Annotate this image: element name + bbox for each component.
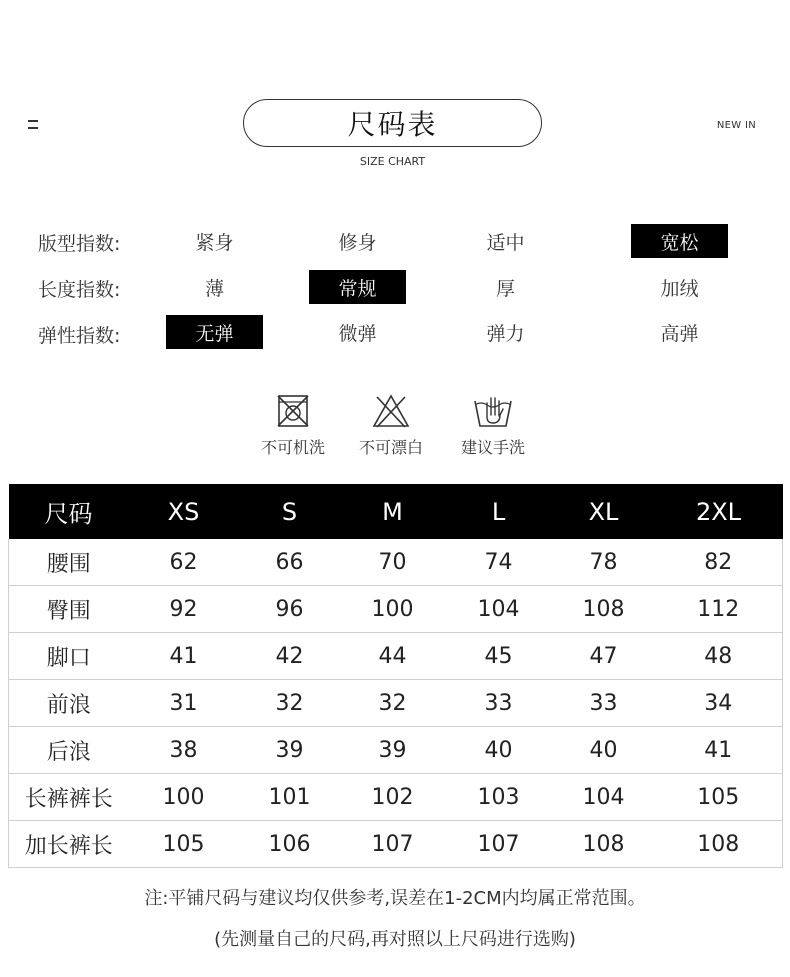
thickness-option-normal-selected: 常规	[309, 270, 406, 304]
table-cell: 42	[239, 633, 341, 680]
row-label: 脚口	[9, 633, 129, 680]
care-no-machine-wash	[248, 393, 338, 458]
table-cell: 92	[129, 586, 239, 633]
no-bleach-icon	[371, 393, 411, 429]
length-index-label: 长度指数:	[38, 279, 121, 301]
fit-option-slim: 修身	[338, 231, 377, 254]
thickness-option-fleece: 加绒	[660, 277, 699, 300]
menu-icon	[28, 118, 38, 132]
table-row	[9, 539, 783, 586]
table-cell: 100	[129, 774, 239, 821]
table-header-row	[9, 484, 783, 539]
row-label: 前浪	[9, 680, 129, 727]
table-cell: 66	[239, 539, 341, 586]
row-label: 腰围	[9, 539, 129, 586]
thickness-option-thick: 厚	[495, 277, 515, 300]
table-cell: 41	[129, 633, 239, 680]
table-cell: 105	[129, 821, 239, 868]
row-label: 加长裤长	[9, 821, 129, 868]
column-header-xs: XS	[129, 484, 239, 539]
table-cell: 105	[655, 774, 783, 821]
table-cell: 44	[341, 633, 445, 680]
table-row	[9, 633, 783, 680]
care-no-bleach	[346, 393, 436, 458]
table-cell: 47	[553, 633, 655, 680]
column-header-xl: XL	[553, 484, 655, 539]
care-label: 建议手洗	[460, 438, 525, 457]
care-label: 不可机洗	[260, 438, 325, 457]
column-header-l: L	[445, 484, 553, 539]
column-header-s: S	[239, 484, 341, 539]
table-row	[9, 774, 783, 821]
table-cell: 39	[341, 727, 445, 774]
column-header-size: 尺码	[9, 484, 129, 539]
no-machine-wash-icon	[275, 393, 311, 429]
table-cell: 40	[553, 727, 655, 774]
table-cell: 34	[655, 680, 783, 727]
table-cell: 33	[553, 680, 655, 727]
table-cell: 104	[445, 586, 553, 633]
table-row	[9, 586, 783, 633]
table-cell: 100	[341, 586, 445, 633]
table-cell: 41	[655, 727, 783, 774]
elasticity-index-label: 弹性指数:	[38, 325, 121, 347]
size-table	[8, 484, 783, 868]
measurement-note: 注:平铺尺码与建议均仅供参考,误差在1-2CM内均属正常范围。	[144, 888, 646, 909]
table-cell: 102	[341, 774, 445, 821]
fit-option-loose-selected: 宽松	[631, 224, 728, 258]
table-cell: 32	[239, 680, 341, 727]
table-cell: 32	[341, 680, 445, 727]
table-cell: 45	[445, 633, 553, 680]
measurement-advice: (先测量自己的尺码,再对照以上尺码进行选购)	[214, 929, 576, 950]
table-cell: 106	[239, 821, 341, 868]
row-label: 长裤裤长	[9, 774, 129, 821]
column-header-m: M	[341, 484, 445, 539]
table-row	[9, 821, 783, 868]
row-label: 后浪	[9, 727, 129, 774]
fit-option-tight: 紧身	[195, 231, 234, 254]
table-cell: 31	[129, 680, 239, 727]
row-label: 臀围	[9, 586, 129, 633]
thickness-option-thin: 薄	[204, 277, 224, 300]
table-cell: 108	[553, 586, 655, 633]
elasticity-option-slight: 微弹	[338, 322, 377, 345]
fit-option-regular: 适中	[486, 231, 525, 254]
page-subtitle: SIZE CHART	[359, 155, 426, 168]
page-title: 尺码表	[243, 99, 542, 147]
care-hand-wash	[448, 393, 538, 458]
table-cell: 107	[341, 821, 445, 868]
new-in-label: NEW IN	[716, 120, 756, 131]
table-cell: 39	[239, 727, 341, 774]
hand-wash-icon	[472, 393, 514, 429]
table-cell: 112	[655, 586, 783, 633]
table-cell: 108	[553, 821, 655, 868]
table-cell: 104	[553, 774, 655, 821]
table-cell: 33	[445, 680, 553, 727]
table-cell: 40	[445, 727, 553, 774]
table-cell: 103	[445, 774, 553, 821]
fit-index-label: 版型指数:	[38, 233, 121, 255]
table-cell: 101	[239, 774, 341, 821]
table-cell: 108	[655, 821, 783, 868]
column-header-2xl: 2XL	[655, 484, 783, 539]
care-label: 不可漂白	[358, 438, 423, 457]
table-row	[9, 727, 783, 774]
table-cell: 82	[655, 539, 783, 586]
table-cell: 62	[129, 539, 239, 586]
table-row	[9, 680, 783, 727]
table-cell: 48	[655, 633, 783, 680]
elasticity-option-none-selected: 无弹	[166, 315, 263, 349]
elasticity-option-stretch: 弹力	[486, 322, 525, 345]
elasticity-option-high: 高弹	[660, 322, 699, 345]
table-cell: 78	[553, 539, 655, 586]
table-cell: 70	[341, 539, 445, 586]
table-cell: 96	[239, 586, 341, 633]
table-cell: 38	[129, 727, 239, 774]
table-cell: 74	[445, 539, 553, 586]
table-cell: 107	[445, 821, 553, 868]
